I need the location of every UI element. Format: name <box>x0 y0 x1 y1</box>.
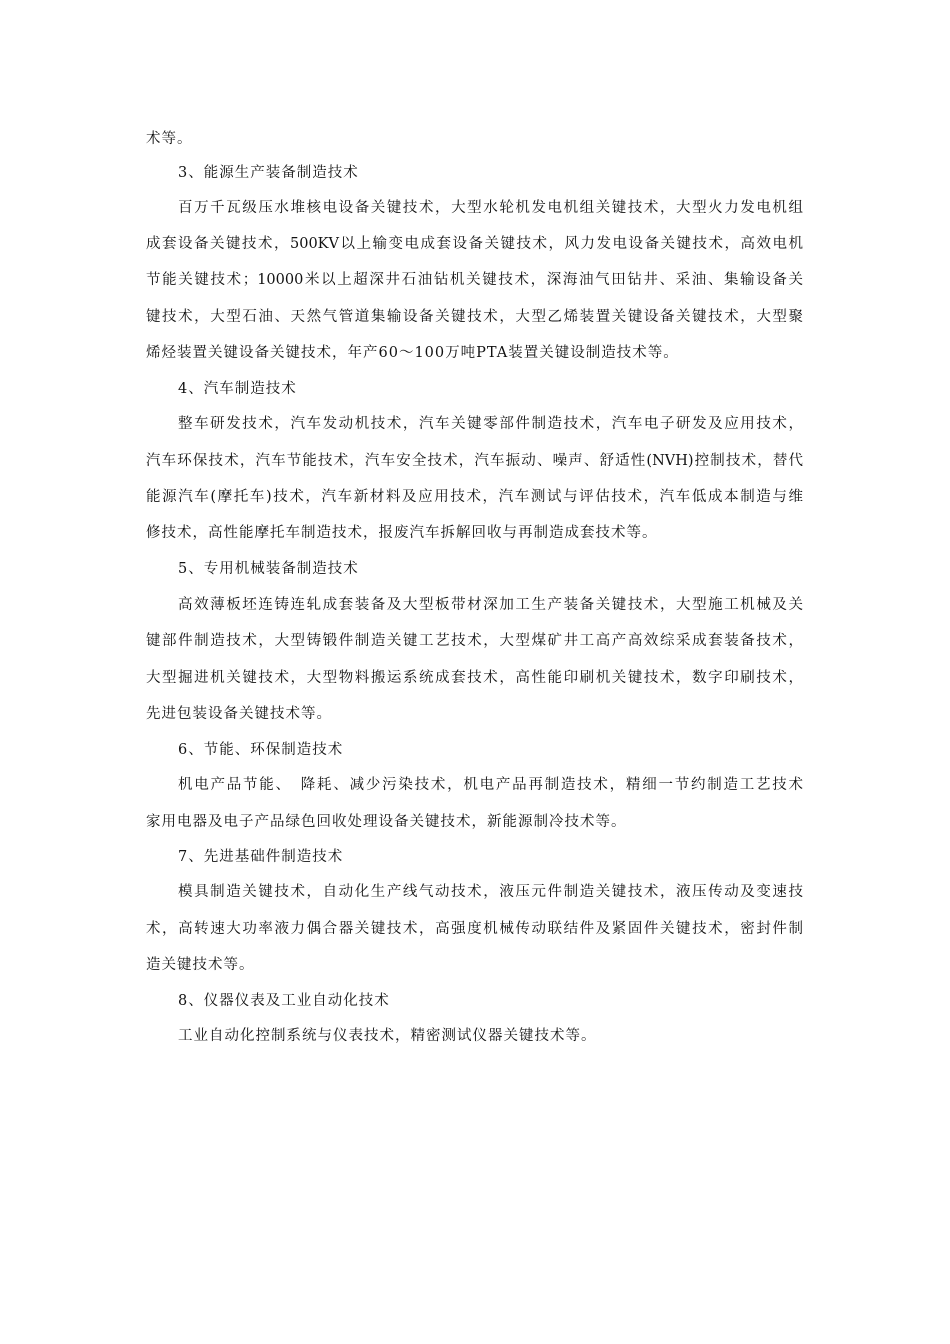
paragraph-line: 整车研发技术，汽车发动机技术，汽车关键零部件制造技术，汽车电子研发及应用技术， <box>178 416 803 432</box>
section-heading-6: 6、节能、环保制造技术 <box>178 742 344 758</box>
paragraph-line: 烯烃装置关键设备关键技术，年产60～100万吨PTA装置关键设制造技术等。 <box>146 345 679 361</box>
paragraph-line: 大型掘进机关键技术，大型物料搬运系统成套技术，高性能印刷机关键技术，数字印刷技术， <box>146 670 803 686</box>
section-heading-5: 5、专用机械装备制造技术 <box>178 561 359 577</box>
paragraph-line: 家用电器及电子产品绿色回收处理设备关键技术，新能源制冷技术等。 <box>146 814 627 830</box>
paragraph-line: 术，高转速大功率液力偶合器关键技术，高强度机械传动联结件及紧固件关键技术，密封件制 <box>146 921 803 937</box>
paragraph-line: 汽车环保技术，汽车节能技术，汽车安全技术，汽车振动、噪声、舒适性(NVH)控制技术，替代 <box>146 453 803 469</box>
paragraph-line: 百万千瓦级压水堆核电设备关键技术，大型水轮机发电机组关键技术，大型火力发电机组 <box>178 200 803 216</box>
paragraph-line: 能源汽车(摩托车)技术，汽车新材料及应用技术，汽车测试与评估技术，汽车低成本制造与维 <box>146 489 803 505</box>
paragraph-line: 机电产品节能、 降耗、减少污染技术，机电产品再制造技术，精细一节约制造工艺技术 <box>178 777 803 793</box>
section-heading-7: 7、先进基础件制造技术 <box>178 849 344 865</box>
intro-tail-text: 术等。 <box>146 131 193 147</box>
paragraph-line: 键部件制造技术，大型铸锻件制造关键工艺技术，大型煤矿井工高产高效综采成套装备技术， <box>146 633 803 649</box>
paragraph-line: 修技术，高性能摩托车制造技术，报废汽车拆解回收与再制造成套技术等。 <box>146 525 658 541</box>
paragraph-line: 造关键技术等。 <box>146 957 255 973</box>
paragraph-line: 节能关键技术；10000米以上超深井石油钻机关键技术，深海油气田钻井、采油、集输设备关 <box>146 272 803 288</box>
section-heading-3: 3、能源生产装备制造技术 <box>178 165 359 181</box>
paragraph-line: 高效薄板坯连铸连轧成套装备及大型板带材深加工生产装备关键技术，大型施工机械及关 <box>178 597 803 613</box>
section-heading-4: 4、汽车制造技术 <box>178 381 297 397</box>
paragraph-line: 成套设备关键技术，500KV以上输变电成套设备关键技术，风力发电设备关键技术，高效电机 <box>146 236 803 252</box>
paragraph-line: 工业自动化控制系统与仪表技术，精密测试仪器关键技术等。 <box>178 1028 597 1044</box>
paragraph-line: 先进包装设备关键技术等。 <box>146 706 332 722</box>
paragraph-line: 模具制造关键技术，自动化生产线气动技术，液压元件制造关键技术，液压传动及变速技 <box>178 884 803 900</box>
paragraph-line: 键技术，大型石油、天然气管道集输设备关键技术，大型乙烯装置关键设备关键技术，大型聚 <box>146 309 803 325</box>
section-heading-8: 8、仪器仪表及工业自动化技术 <box>178 993 390 1009</box>
